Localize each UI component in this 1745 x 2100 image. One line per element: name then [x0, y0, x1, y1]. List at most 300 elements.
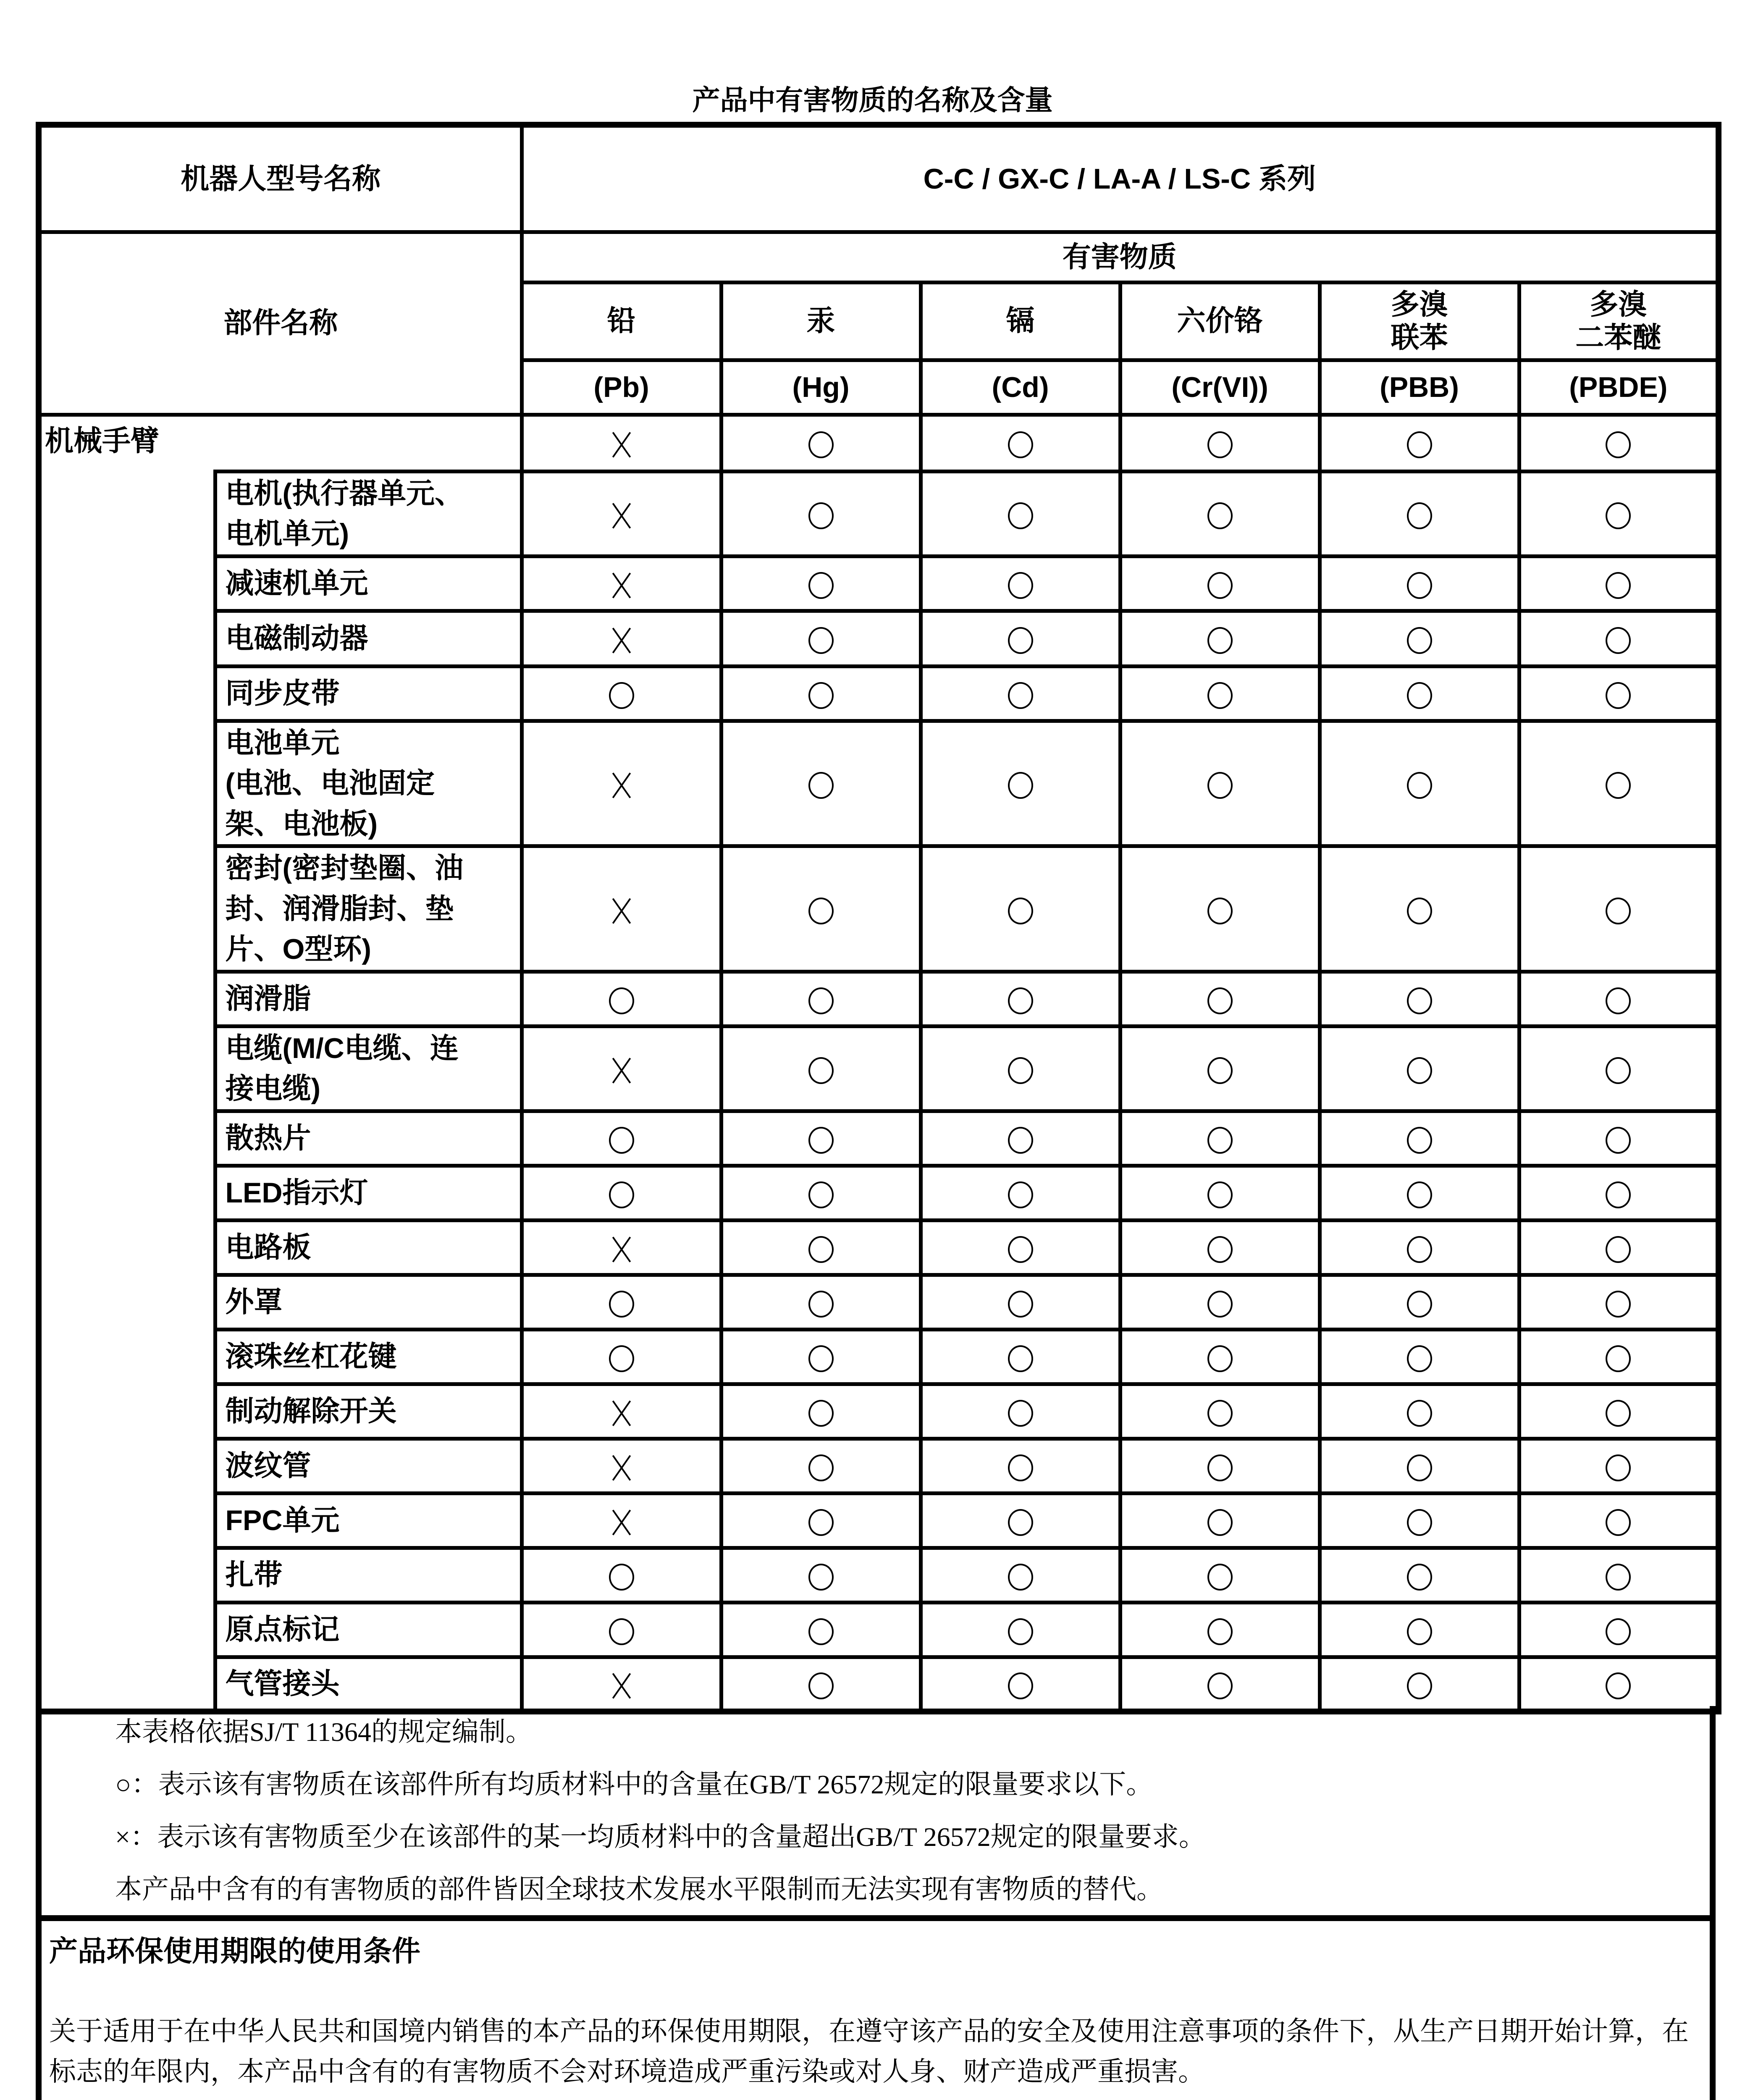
cross-mark-icon [610, 1673, 633, 1698]
cell-compliant [1519, 1493, 1719, 1548]
circle-mark-icon [808, 1618, 834, 1645]
cell-compliant [1320, 971, 1519, 1026]
substance-name: 汞 [806, 305, 835, 337]
cell-compliant [721, 721, 921, 846]
cell-compliant [1120, 1275, 1320, 1329]
circle-mark-icon [609, 1127, 634, 1154]
cell-compliant [721, 1275, 921, 1329]
circle-mark-icon [808, 1181, 834, 1208]
note-substitution: 本产品中含有的有害物质的部件皆因全球技术发展水平限制而无法实现有害物质的替代。 [115, 1874, 1163, 1904]
group-indent-cell [39, 1384, 215, 1438]
cell-compliant [1320, 1548, 1519, 1602]
circle-mark-icon [1008, 1291, 1033, 1318]
circle-mark-icon [1207, 1236, 1233, 1263]
cell-compliant [1519, 666, 1719, 721]
table-row [39, 471, 1719, 556]
table-row [39, 1220, 1719, 1275]
circle-mark-icon [1207, 682, 1233, 709]
group-indent-cell [39, 611, 215, 666]
circle-mark-icon [1008, 572, 1033, 599]
cell-compliant [1519, 556, 1719, 611]
circle-mark-icon [1207, 1454, 1233, 1481]
cell-compliant [721, 611, 921, 666]
part-label: 部件名称 [223, 307, 338, 339]
circle-mark-icon [1606, 1672, 1631, 1699]
circle-mark-icon [1606, 1454, 1631, 1481]
cell-compliant [1519, 1438, 1719, 1493]
part-name-cell [215, 721, 522, 846]
cell-compliant [1519, 1384, 1719, 1438]
cell-compliant [921, 1026, 1120, 1111]
group-indent-cell [39, 471, 215, 556]
notes-section [36, 1706, 1716, 1921]
circle-mark-icon [609, 987, 634, 1014]
circle-mark-icon [1207, 1291, 1233, 1318]
circle-mark-icon [1008, 898, 1033, 924]
conditions-body: 关于适用于在中华人民共和国境内销售的本产品的环保使用期限，在遵守该产品的安全及使用注意事项的条件下，从生产日期开始计算，在标志的年限内，本产品中含有的有害物质不会对环境造成严重污染或对人身、财产造成严重损害。 [49, 2016, 1689, 2087]
cell-compliant [721, 1220, 921, 1275]
table-row [39, 1329, 1719, 1384]
cell-compliant [1320, 415, 1519, 471]
table-row [39, 1166, 1719, 1220]
part-name-line: 电机(执行器单元、 [225, 477, 464, 509]
part-name-cell [215, 1026, 522, 1111]
table-row [39, 1657, 1719, 1712]
circle-mark-icon [808, 1236, 834, 1263]
table-row [39, 611, 1719, 666]
circle-mark-icon [1207, 898, 1233, 924]
circle-mark-icon [808, 572, 834, 599]
circle-mark-icon [1008, 772, 1033, 799]
circle-mark-icon [609, 1618, 634, 1645]
group-indent-cell [39, 1548, 215, 1602]
cell-compliant [1519, 415, 1719, 471]
cell-compliant [721, 1548, 921, 1602]
part-name-line: 减速机单元 [225, 567, 368, 599]
circle-mark-icon [1407, 1057, 1432, 1084]
circle-mark-icon [808, 627, 834, 654]
table-row [39, 1493, 1719, 1548]
part-name-line: 电池单元 [225, 727, 340, 759]
part-name-line: 片、O型环) [225, 933, 372, 966]
cell-compliant [1320, 1384, 1519, 1438]
circle-mark-icon [1606, 1345, 1631, 1372]
substance-symbol-cell [721, 360, 921, 415]
circle-mark-icon [1008, 1127, 1033, 1154]
group-indent-cell [39, 1166, 215, 1220]
cell-exceeds [522, 611, 721, 666]
part-name-line: 扎带 [225, 1559, 283, 1591]
cell-compliant [1120, 1438, 1320, 1493]
circle-mark-icon [1008, 1400, 1033, 1427]
circle-mark-icon [1606, 1509, 1631, 1536]
cell-compliant [1120, 1548, 1320, 1602]
circle-mark-icon [1008, 1181, 1033, 1208]
part-name-cell [215, 1493, 522, 1548]
cell-compliant [1519, 611, 1719, 666]
part-name-cell [215, 1275, 522, 1329]
group-indent-cell [39, 721, 215, 846]
circle-mark-icon [1008, 431, 1033, 458]
cell-compliant [1120, 1602, 1320, 1657]
substance-symbol-cell [921, 360, 1120, 415]
note-standard: 本表格依据SJ/T 11364的规定编制。 [115, 1717, 533, 1747]
cell-compliant [1320, 611, 1519, 666]
cell-compliant [1320, 666, 1519, 721]
substance-symbol: (Cr(VI)) [1171, 371, 1268, 403]
cell-compliant [921, 666, 1120, 721]
circle-mark-icon [808, 1291, 834, 1318]
model-value-cell [522, 125, 1719, 232]
conditions-title: 产品环保使用期限的使用条件 [49, 1935, 421, 1967]
cell-compliant [1120, 1026, 1320, 1111]
cell-compliant [1120, 846, 1320, 972]
circle-mark-icon [1008, 627, 1033, 654]
table-row [39, 971, 1719, 1026]
cell-exceeds [522, 415, 721, 471]
group-indent-cell [39, 556, 215, 611]
circle-mark-icon [1008, 1509, 1033, 1536]
circle-mark-icon [808, 682, 834, 709]
part-name-cell [215, 1602, 522, 1657]
part-name-line: 波纹管 [225, 1450, 311, 1482]
substance-symbol: (PBDE) [1569, 371, 1668, 403]
cell-exceeds [522, 1220, 721, 1275]
part-name-cell [215, 666, 522, 721]
circle-mark-icon [808, 1509, 834, 1536]
cell-compliant [1320, 1166, 1519, 1220]
circle-mark-icon [808, 1345, 834, 1372]
table-row [39, 1438, 1719, 1493]
circle-mark-icon [808, 1564, 834, 1591]
table-row [39, 721, 1719, 846]
cell-compliant [1120, 611, 1320, 666]
cell-compliant [921, 1384, 1120, 1438]
part-name-line: FPC单元 [225, 1504, 340, 1537]
cell-compliant [721, 666, 921, 721]
circle-mark-icon [1207, 987, 1233, 1014]
cell-compliant [1519, 471, 1719, 556]
circle-mark-icon [1407, 627, 1432, 654]
group-indent-cell [39, 1438, 215, 1493]
part-name-cell [215, 1166, 522, 1220]
cell-compliant [1519, 1026, 1719, 1111]
cell-compliant [921, 846, 1120, 972]
circle-mark-icon [1008, 1057, 1033, 1084]
note-circle-legend: ○：表示该有害物质在该部件所有均质材料中的含量在GB/T 26572规定的限量要求以下。 [115, 1769, 1153, 1799]
circle-mark-icon [1606, 898, 1631, 924]
cell-compliant [1519, 1548, 1719, 1602]
cell-compliant [921, 1329, 1120, 1384]
circle-mark-icon [1407, 502, 1432, 529]
cell-compliant [921, 1602, 1120, 1657]
circle-mark-icon [808, 1454, 834, 1481]
cell-compliant [1519, 1602, 1719, 1657]
cell-compliant [921, 1275, 1120, 1329]
cell-compliant [921, 1438, 1120, 1493]
substance-symbol: (Cd) [992, 371, 1049, 403]
cell-compliant [1320, 471, 1519, 556]
circle-mark-icon [1606, 1057, 1631, 1084]
cell-compliant [1120, 1329, 1320, 1384]
substance-name: 镉 [1006, 305, 1035, 337]
part-name-cell [215, 1111, 522, 1166]
circle-mark-icon [1606, 502, 1631, 529]
cell-exceeds [522, 721, 721, 846]
group-indent-cell [39, 1026, 215, 1111]
cell-compliant [522, 971, 721, 1026]
substance-name-cell [1120, 282, 1320, 360]
substance-name: 多溴 [1590, 289, 1647, 321]
circle-mark-icon [1407, 1236, 1432, 1263]
hazard-label-cell [522, 232, 1719, 282]
circle-mark-icon [1407, 1618, 1432, 1645]
cell-compliant [522, 1548, 721, 1602]
cell-compliant [1120, 415, 1320, 471]
part-name-cell [215, 971, 522, 1026]
cell-exceeds [522, 846, 721, 972]
circle-mark-icon [1606, 1564, 1631, 1591]
substance-name: 二苯醚 [1575, 321, 1661, 354]
cell-compliant [1320, 846, 1519, 972]
hazardous-substance-table [36, 122, 1721, 1714]
substance-symbol: (Hg) [792, 371, 850, 403]
part-name-line: LED指示灯 [225, 1177, 368, 1209]
circle-mark-icon [1606, 1236, 1631, 1263]
cell-compliant [1320, 1602, 1519, 1657]
cell-compliant [721, 1384, 921, 1438]
circle-mark-icon [1207, 1127, 1233, 1154]
cell-compliant [921, 1220, 1120, 1275]
circle-mark-icon [1407, 1291, 1432, 1318]
cell-compliant [1519, 721, 1719, 846]
part-name-cell [215, 846, 522, 972]
table-row [39, 1384, 1719, 1438]
cell-compliant [522, 1166, 721, 1220]
part-name-cell [215, 471, 522, 556]
cell-compliant [721, 1026, 921, 1111]
cell-compliant [921, 1493, 1120, 1548]
cell-compliant [1120, 1384, 1320, 1438]
cell-compliant [1120, 556, 1320, 611]
cell-compliant [921, 1657, 1120, 1712]
part-name-line: 封、润滑脂封、垫 [225, 892, 454, 925]
cell-compliant [921, 556, 1120, 611]
cell-compliant [1120, 1657, 1320, 1712]
cell-compliant [1120, 971, 1320, 1026]
cell-compliant [1120, 471, 1320, 556]
circle-mark-icon [808, 1057, 834, 1084]
cell-compliant [1120, 721, 1320, 846]
cell-compliant [1320, 556, 1519, 611]
cross-mark-icon [610, 898, 633, 924]
table-row [39, 556, 1719, 611]
part-name-line: 架、电池板) [225, 808, 378, 840]
circle-mark-icon [808, 987, 834, 1014]
part-name-cell [215, 1438, 522, 1493]
circle-mark-icon [808, 772, 834, 799]
group-indent-cell [39, 1657, 215, 1712]
group-indent-cell [39, 1493, 215, 1548]
cell-compliant [1320, 1329, 1519, 1384]
cell-exceeds [522, 1493, 721, 1548]
cell-compliant [721, 556, 921, 611]
circle-mark-icon [1407, 987, 1432, 1014]
circle-mark-icon [1008, 1236, 1033, 1263]
cross-mark-icon [610, 1237, 633, 1262]
substance-name-cell [1320, 282, 1519, 360]
circle-mark-icon [1407, 572, 1432, 599]
group-indent-cell [39, 1220, 215, 1275]
cell-compliant [721, 846, 921, 972]
circle-mark-icon [1407, 1509, 1432, 1536]
part-name-line: 同步皮带 [225, 677, 340, 709]
part-name-line: 电缆(M/C电缆、连 [225, 1032, 459, 1064]
circle-mark-icon [1207, 627, 1233, 654]
cell-compliant [1519, 1111, 1719, 1166]
cell-compliant [921, 415, 1120, 471]
cell-compliant [1519, 1657, 1719, 1712]
group-indent-cell [39, 1275, 215, 1329]
cell-compliant [1519, 1166, 1719, 1220]
part-name-cell [215, 556, 522, 611]
table-row [39, 1548, 1719, 1602]
circle-mark-icon [1207, 772, 1233, 799]
table-row [39, 1275, 1719, 1329]
part-name-line: 散热片 [225, 1122, 311, 1155]
cell-compliant [1120, 1493, 1320, 1548]
circle-mark-icon [1207, 1618, 1233, 1645]
part-name-cell [215, 611, 522, 666]
part-name-cell [215, 1384, 522, 1438]
part-name-line: 接电缆) [225, 1073, 321, 1105]
circle-mark-icon [609, 1564, 634, 1591]
cell-compliant [1320, 1026, 1519, 1111]
cell-exceeds [522, 1657, 721, 1712]
group-name-cell [39, 415, 522, 471]
substance-name: 六价铬 [1177, 305, 1263, 337]
cross-mark-icon [610, 1401, 633, 1426]
cell-compliant [1519, 1220, 1719, 1275]
circle-mark-icon [1407, 682, 1432, 709]
cross-mark-icon [610, 1510, 633, 1535]
cell-compliant [721, 471, 921, 556]
cell-compliant [1120, 1166, 1320, 1220]
cell-compliant [522, 666, 721, 721]
part-name-line: (电池、电池固定 [225, 767, 435, 800]
substance-symbol-cell [1320, 360, 1519, 415]
part-label-cell [39, 232, 522, 415]
table-row [39, 846, 1719, 972]
cell-compliant [721, 1329, 921, 1384]
circle-mark-icon [1008, 682, 1033, 709]
part-name-line: 原点标记 [225, 1614, 340, 1646]
circle-mark-icon [1407, 772, 1432, 799]
circle-mark-icon [1606, 987, 1631, 1014]
group-indent-cell [39, 971, 215, 1026]
substance-name-cell [1519, 282, 1719, 360]
cell-compliant [721, 1602, 921, 1657]
circle-mark-icon [1207, 1400, 1233, 1427]
circle-mark-icon [1407, 898, 1432, 924]
substance-name-cell [921, 282, 1120, 360]
model-value: C-C / GX-C / LA-A / LS-C 系列 [923, 163, 1316, 195]
cell-compliant [721, 1166, 921, 1220]
hazard-label: 有害物质 [1062, 241, 1177, 273]
cell-compliant [921, 721, 1120, 846]
use-period-conditions-section [36, 1921, 1716, 2100]
substance-name-cell [522, 282, 721, 360]
part-name-line: 润滑脂 [225, 983, 311, 1015]
circle-mark-icon [1606, 1181, 1631, 1208]
cross-mark-icon [610, 573, 633, 598]
circle-mark-icon [1207, 1509, 1233, 1536]
cell-compliant [1320, 1657, 1519, 1712]
cell-exceeds [522, 1384, 721, 1438]
part-name-cell [215, 1548, 522, 1602]
cell-compliant [1519, 1329, 1719, 1384]
cell-compliant [921, 1548, 1120, 1602]
circle-mark-icon [1407, 1181, 1432, 1208]
circle-mark-icon [1407, 1400, 1432, 1427]
cell-exceeds [522, 1026, 721, 1111]
circle-mark-icon [1407, 1345, 1432, 1372]
cell-compliant [721, 1111, 921, 1166]
circle-mark-icon [1606, 1127, 1631, 1154]
circle-mark-icon [1207, 572, 1233, 599]
part-name-cell [215, 1220, 522, 1275]
group-indent-cell [39, 1111, 215, 1166]
circle-mark-icon [1207, 1564, 1233, 1591]
cell-exceeds [522, 471, 721, 556]
circle-mark-icon [1008, 1454, 1033, 1481]
part-name-line: 电机单元) [225, 518, 349, 550]
circle-mark-icon [1407, 1564, 1432, 1591]
part-name-line: 电磁制动器 [225, 622, 368, 654]
circle-mark-icon [609, 682, 634, 709]
circle-mark-icon [609, 1291, 634, 1318]
cell-compliant [1519, 971, 1719, 1026]
table-row-group [39, 415, 1719, 471]
group-name: 机械手臂 [45, 425, 160, 457]
part-name-line: 气管接头 [225, 1667, 340, 1700]
part-name-line: 密封(密封垫圈、油 [225, 852, 464, 885]
table-row [39, 1602, 1719, 1657]
circle-mark-icon [1207, 1181, 1233, 1208]
cell-compliant [1519, 846, 1719, 972]
cross-mark-icon [610, 503, 633, 528]
cell-compliant [921, 1166, 1120, 1220]
cell-compliant [1320, 1275, 1519, 1329]
cell-compliant [921, 471, 1120, 556]
cell-exceeds [522, 556, 721, 611]
cell-compliant [522, 1111, 721, 1166]
circle-mark-icon [1606, 682, 1631, 709]
cross-mark-icon [610, 432, 633, 457]
cell-compliant [522, 1602, 721, 1657]
cell-compliant [1120, 1111, 1320, 1166]
circle-mark-icon [1008, 1345, 1033, 1372]
substance-name: 多溴 [1391, 289, 1448, 321]
circle-mark-icon [808, 502, 834, 529]
cell-compliant [721, 971, 921, 1026]
circle-mark-icon [1207, 1345, 1233, 1372]
circle-mark-icon [1207, 431, 1233, 458]
cell-compliant [921, 1111, 1120, 1166]
substance-name: 联苯 [1391, 321, 1448, 354]
part-name-line: 外罩 [225, 1286, 283, 1318]
part-name-cell [215, 1657, 522, 1712]
